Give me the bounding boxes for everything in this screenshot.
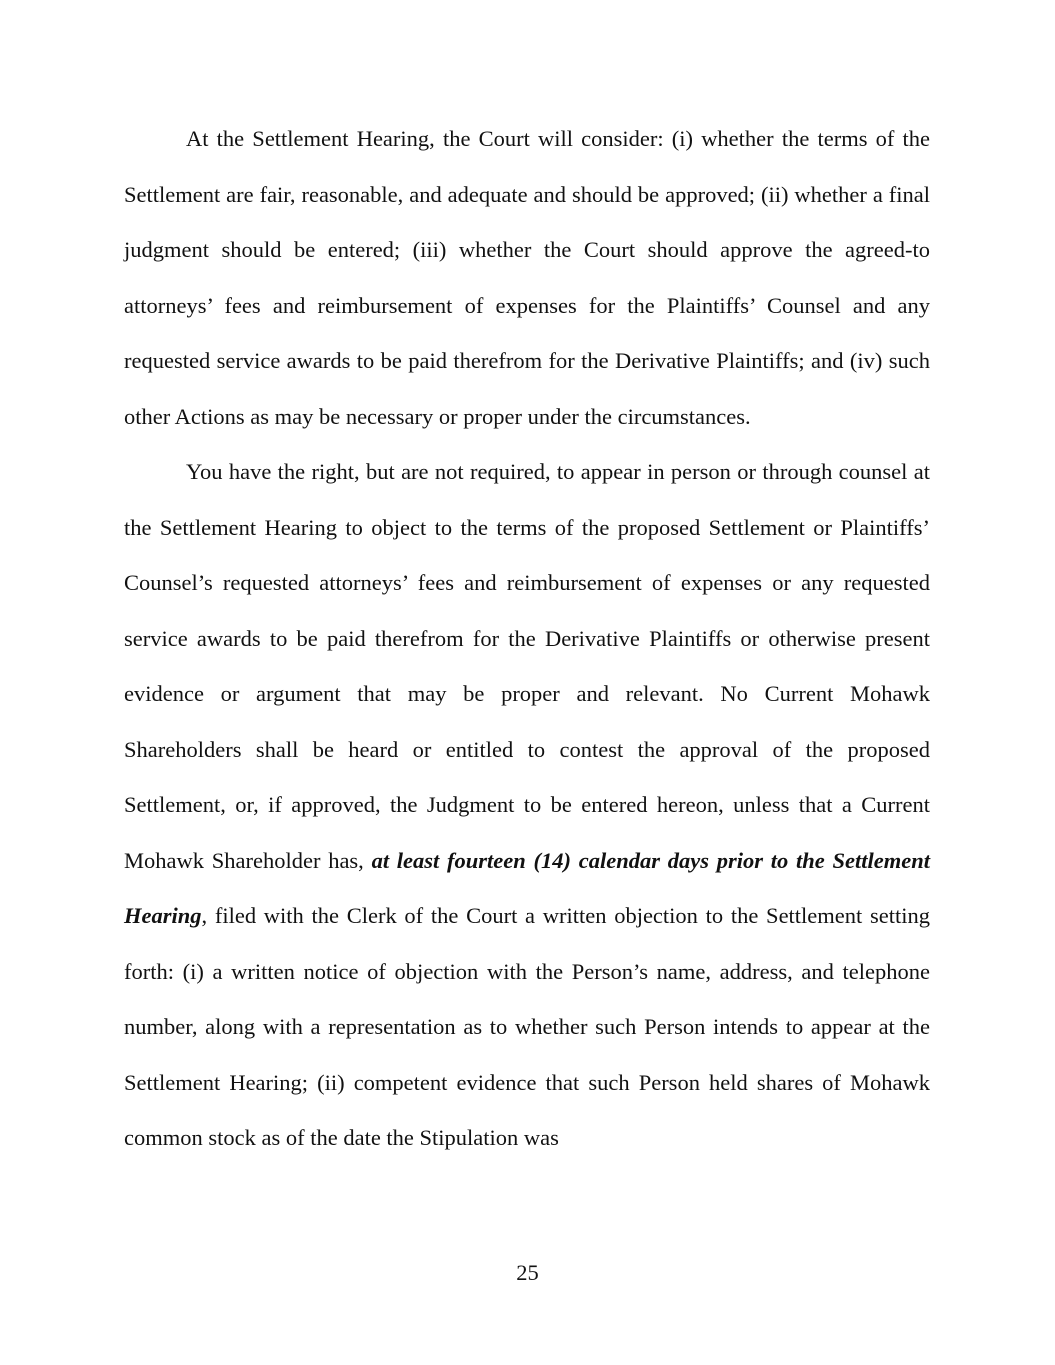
objection-text-before: You have the right, but are not required, to appear in person or through counsel at the Settlement Hearing to object to the terms of the proposed Settlement or Plaintiffs’ Counsel’s requested attorneys’ fees and reimbursement of expenses or any requested service awards to be paid therefrom for the Derivative Plaintiffs or otherwise present evidence or argument that may be proper and relevant. No Current Mohawk Shareholders shall be heard or entitled to contest the approval of the proposed Settlement, or, if approved, the Judgment to be entered hereon, unless that a Current Mohawk Shareholder has, <box>124 459 930 873</box>
paragraph-settlement-hearing-considerations: At the Settlement Hearing, the Court will consider: (i) whether the terms of the Settlement are fair, reasonable, and adequate and should be approved; (ii) whether a final judgment should be entered; (iii) whether the Court should approve the agreed-to attorneys’ fees and reimbursement of expenses for the Plaintiffs’ Counsel and any requested service awards to be paid therefrom for the Derivative Plaintiffs; and (iv) such other Actions as may be necessary or proper under the circumstances. <box>124 126 930 429</box>
page-number: 25 <box>516 1260 539 1285</box>
objection-text-after: , filed with the Clerk of the Court a written objection to the Settlement setting forth: (i) a written notice of objection with the Person’s name, address, and telephone number, along with a representation as to whether such Person intends to appear at the Settlement Hearing; (ii) competent evidence that such Person held shares of Mohawk common stock as of the date the Stipulation was <box>124 903 930 1150</box>
paragraph-right-to-object <box>124 444 930 1166</box>
body-text <box>124 111 930 1166</box>
objection-deadline-emphasis: at least fourteen (14) calendar days prior to the Settlement Hearing <box>124 847 930 928</box>
